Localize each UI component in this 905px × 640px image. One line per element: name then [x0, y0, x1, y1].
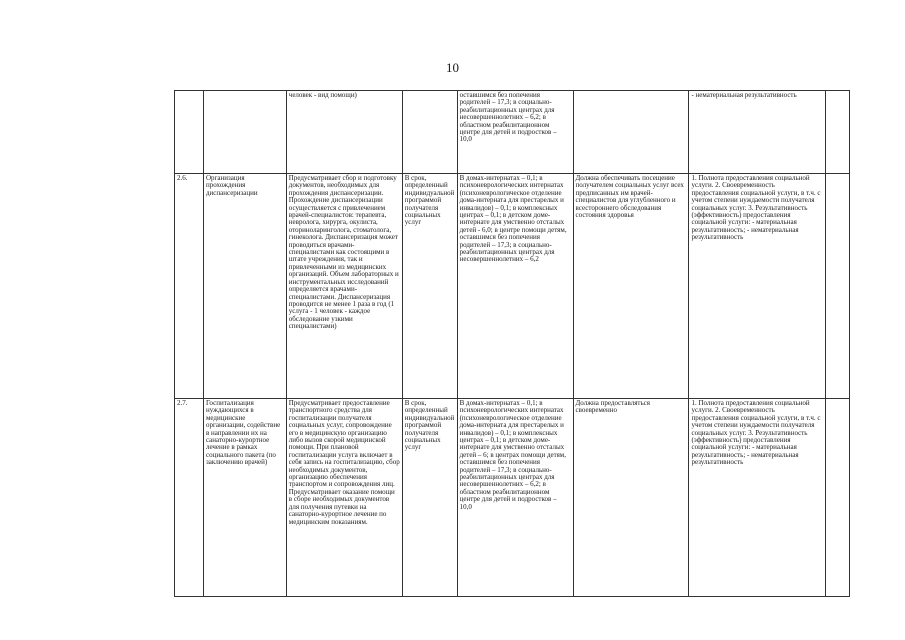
service-term: В срок, определенный индивидуальной программой получателя социальных услуг [402, 174, 457, 399]
service-name: Организация прохождения диспансеризации [203, 174, 286, 399]
service-conditions: Должна предоставляться своевременно [573, 399, 689, 597]
service-cost: В домах-интернатах – 0,1; в психоневрологических интернатах (психоневрологическое отделение дома-интерната для престарелых и инвалидов) – 0,1; в комплексных центрах – 0,1; в детском доме-интернате для умственно отсталых детей - 6,0; в центре помощи детям, оставшимся без попечения родителей – 17,3; в социально-реабилитационных центрах для несовершеннолетних – 6,2 [457, 174, 573, 399]
row-number [175, 91, 204, 174]
service-indicators: 1. Полнота предоставления социальной услуги. 2. Своевременность предоставления социальной услуги, в т.ч. с учетом степени нуждаемости получателя социальных услуг. 3. Результативность (эффективность) предоставления социальной услуги: - материальная результативность; - нематериальная результативность [689, 174, 826, 399]
service-indicators: - нематериальная результативность [689, 91, 826, 174]
service-cost: В домах-интернатах – 0,1; в психоневрологических интернатах (психоневрологическое отделение дома-интерната для престарелых и инвалидов) – 0,1; в комплексных центрах – 0,1; в детском доме-интернате для умственно отсталых детей – 6; в центрах помощи детям, оставшимся без попечения родителей – 17,3; в социально-реабилитационных центрах для несовершеннолетних – 6,2; в областном реабилитационном центре для детей и подростков – 10,0 [457, 399, 573, 597]
service-content: человек - вид помощи) [286, 91, 402, 174]
services-table [174, 90, 850, 597]
row-number: 2.7. [175, 399, 204, 597]
row-number: 2.6. [175, 174, 204, 399]
service-indicators: 1. Полнота предоставления социальной услуги. 2. Своевременность предоставления социальной услуги, в т.ч. с учетом степени нуждаемости получателя социальных услуг. 3. Результативность (эффективность) предоставления социальной услуги: - материальная результативность; - нематериальная результативность [689, 399, 826, 597]
extra-cell [826, 174, 850, 399]
service-conditions: Должна обеспечивать посещение получателем социальных услуг всех предписанных им врачей-специалистов для углубленного и всестороннего обследования состояния здоровья [573, 174, 689, 399]
extra-cell [826, 91, 850, 174]
service-conditions [573, 91, 689, 174]
table-row [175, 399, 850, 597]
service-content: Предусматривает сбор и подготовку документов, необходимых для прохождения диспансеризации. Прохождение диспансеризации осуществляется с привлечением врачей-специалистов: терапевта, невролога, хирурга, окулиста, оториноларинголога, стоматолога, гинеколога. Диспансеризация может проводиться врачами-специалистами как состоящими в штате учреждения, так и привлеченными из медицинских организаций. Объем лабораторных и инструментальных исследований определяется врачами-специалистами. Диспансеризация проводится не менее 1 раза в год (1 услуга - 1 человек - каждое обследование узкими специалистами) [286, 174, 402, 399]
service-content: Предусматривает предоставление транспортного средства для госпитализации получателя социальных услуг, сопровождение его в медицинскую организацию либо вызов скорой медицинской помощи. При плановой госпитализации услуга включает в себя запись на госпитализацию, сбор необходимых документов, организацию обеспечения транспортом и сопровождения лиц. Предусматривает оказание помощи в сборе необходимых документов для получения путевки на санаторно-курортное лечение по медицинским показаниям. [286, 399, 402, 597]
service-name [203, 91, 286, 174]
extra-cell [826, 399, 850, 597]
page-number: 10 [446, 60, 459, 75]
table-row [175, 91, 850, 174]
service-cost: оставшимся без попечения родителей – 17,3; в социально-реабилитационных центрах для несовершеннолетних – 6,2; в областном реабилитационном центре для детей и подростков – 10,0 [457, 91, 573, 174]
table-row [175, 174, 850, 399]
service-term [402, 91, 457, 174]
service-name: Госпитализация нуждающихся в медицинские организации, содействие в направлении их на санаторно-курортное лечение в рамках социального пакета (по заключению врачей) [203, 399, 286, 597]
service-term: В срок, определенный индивидуальной программой получателя социальных услуг [402, 399, 457, 597]
